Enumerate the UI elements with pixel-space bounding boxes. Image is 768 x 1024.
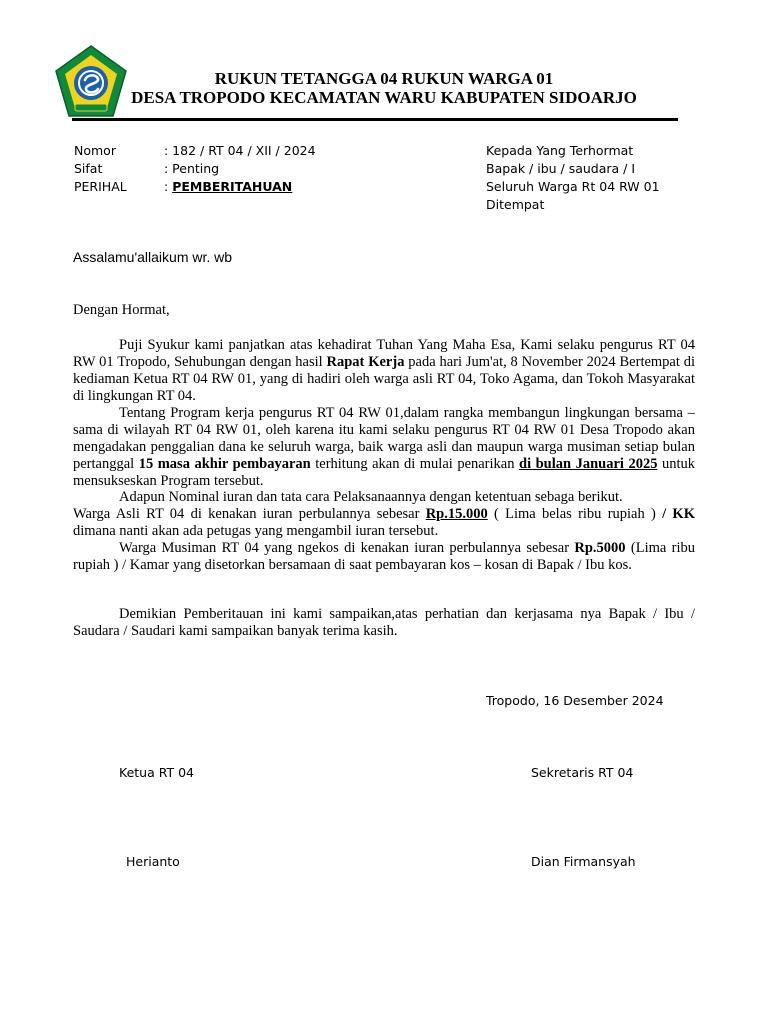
nomor-label: Nomor: [74, 143, 116, 158]
fee-warga-asli: Rp.15.000: [425, 506, 488, 522]
letterhead-subtitle: DESA TROPODO KECAMATAN WARU KABUPATEN SIDOARJO: [131, 88, 637, 107]
start-month-emphasis: di bulan Januari 2025: [519, 455, 658, 472]
salutation: Dengan Hormat,: [73, 302, 170, 318]
perihal-label: PERIHAL: [74, 179, 127, 194]
signatory-title-sekretaris: Sekretaris RT 04: [531, 765, 634, 780]
signatory-title-ketua: Ketua RT 04: [119, 765, 195, 780]
per-kk-emphasis: / KK: [662, 506, 695, 522]
signatory-name-ketua: Herianto: [126, 854, 180, 869]
recipient-line: Bapak / ibu / saudara / I: [486, 161, 636, 176]
place-date: Tropodo, 16 Desember 2024: [486, 693, 664, 708]
fee-warga-musiman: Rp.5000: [574, 540, 626, 556]
perihal-value: PEMBERITAHUAN: [172, 179, 293, 194]
sifat-label: Sifat: [74, 161, 103, 176]
paragraph-warga-asli: Warga Asli RT 04 di kenakan iuran perbulannya sebesar Rp.15.000 ( Lima belas ribu rupiah ) / KK dimana nanti akan ada petugas yang mengambil iuran tersebut.: [73, 506, 695, 539]
recipient-line: Kepada Yang Terhormat: [486, 143, 634, 158]
letterhead-divider: [72, 118, 678, 121]
sifat-value: : Penting: [164, 161, 220, 176]
recipient-line: Seluruh Warga Rt 04 RW 01: [486, 179, 660, 194]
paragraph-opening: Puji Syukur kami panjatkan atas kehadirat Tuhan Yang Maha Esa, Kami selaku pengurus RT 04 RW 01 Tropodo, Sehubungan dengan hasil Rapat Kerja pada hari Jum'at, 8 November 2024 Bertempat di kediaman Ketua RT 04 RW 01, yang di hadiri oleh warga asli RT 04, Toko Agama, dan Tokoh Masyarakat di lingkungan RT 04.: [73, 337, 696, 404]
paragraph-warga-musiman: Warga Musiman RT 04 yang ngekos di kenakan iuran perbulannya sebesar Rp.5000 (Lima ribu rupiah ) / Kamar yang disetorkan bersamaan di saat pembayaran kos – kosan di Bapak / Ibu kos.: [73, 540, 695, 573]
paragraph-program: Tentang Program kerja pengurus RT 04 RW 01,dalam rangka membangun lingkungan bersama – sama di wilayah RT 04 RW 01, oleh karena itu kami selaku pengurus RT 04 RW 01 Desa Tropodo akan mengadakan penggalian dana ke seluruh warga, baik warga asli dan maupun warga musiman setiap bulan pertanggal 15 masa akhir pembayaran terhitung akan di mulai penarikan di bulan Januari 2025 untuk mensukseskan Program tersebut.: [73, 405, 695, 489]
rapat-kerja-emphasis: Rapat Kerja: [326, 353, 405, 370]
perihal-colon: :: [164, 179, 173, 194]
nomor-value: : 182 / RT 04 / XII / 2024: [164, 143, 316, 158]
letterhead-title: RUKUN TETANGGA 04 RUKUN WARGA 01: [214, 69, 554, 88]
recipient-line: Ditempat: [486, 197, 545, 212]
greeting: Assalamu'allaikum wr. wb: [73, 249, 233, 265]
signatory-name-sekretaris: Dian Firmansyah: [531, 854, 636, 869]
deadline-emphasis: 15 masa akhir pembayaran: [138, 455, 311, 472]
paragraph-closing: Demikian Pemberitauan ini kami sampaikan,atas perhatian dan kerjasama nya Bapak / Ibu / Saudara / Saudari kami sampaikan banyak terima kasih.: [73, 606, 695, 639]
paragraph-nominal: Adapun Nominal iuran dan tata cara Pelaksanaannya dengan ketentuan sebaga berikut.: [119, 489, 623, 505]
perihal-field: [164, 179, 292, 194]
